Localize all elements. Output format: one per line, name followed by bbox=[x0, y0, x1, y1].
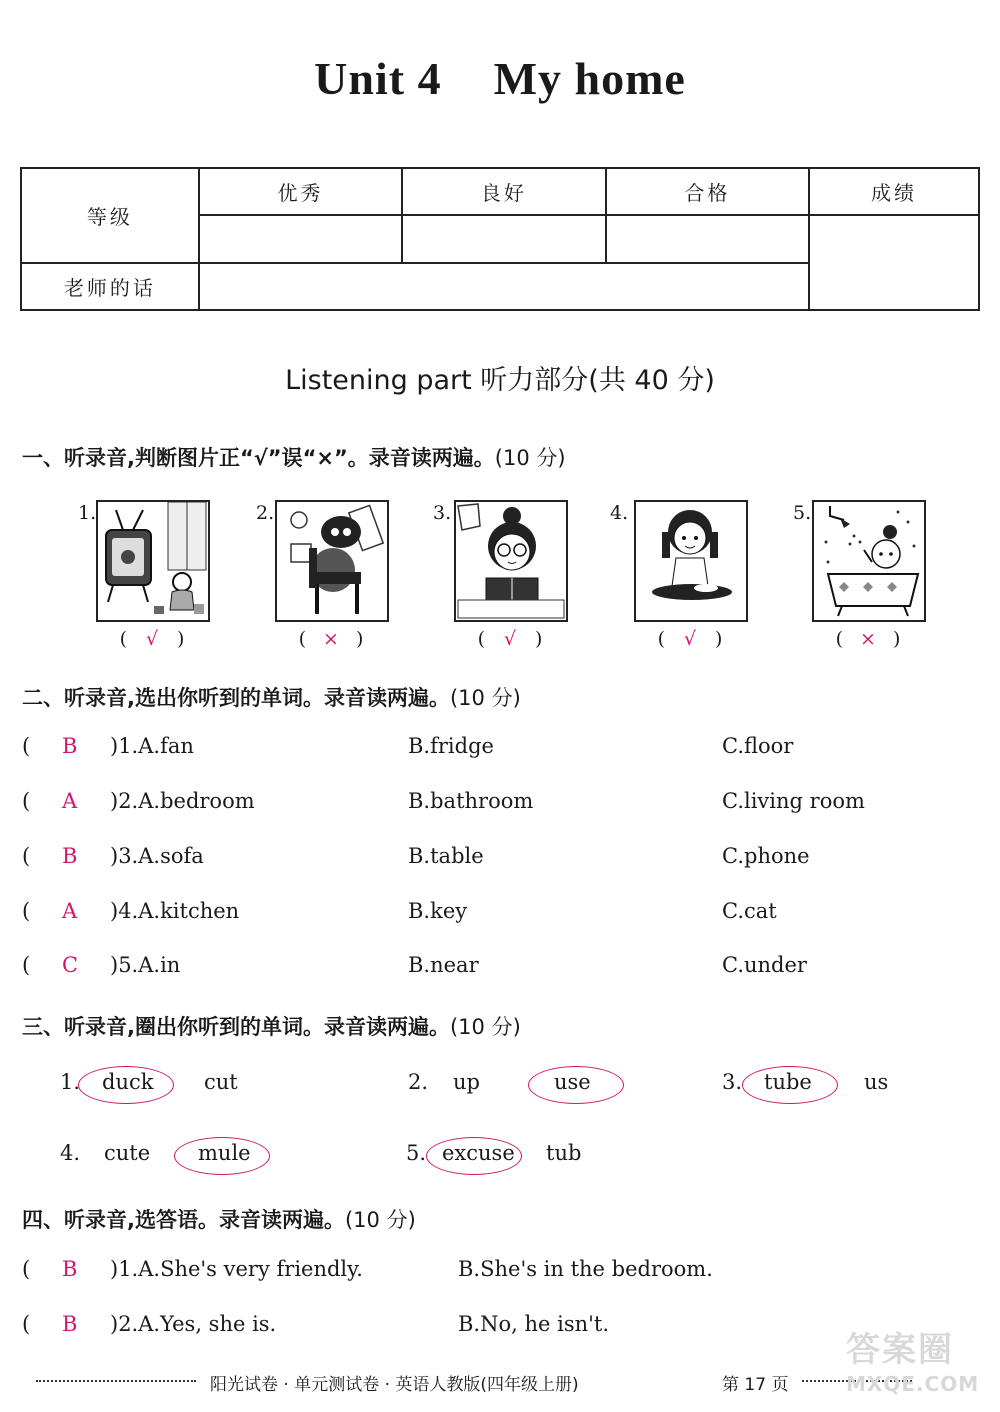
q2-option-a-3: )3.A.sofa bbox=[110, 844, 204, 868]
q3-word-2a: up bbox=[453, 1070, 480, 1094]
q3-num-5: 5. bbox=[406, 1141, 427, 1165]
q2-row-5: ( C )5.A.in B.near C.under bbox=[22, 953, 807, 977]
q4-row-2: ( B )2.A.Yes, she is. B.No, he isn't. bbox=[22, 1312, 610, 1336]
q3-word-1a: duck bbox=[102, 1070, 154, 1094]
q3-heading bbox=[22, 1011, 521, 1041]
q3-num-2: 2. bbox=[408, 1070, 429, 1094]
girl-bathing-icon bbox=[814, 502, 924, 620]
level-label: 等级 bbox=[21, 168, 199, 263]
cell-pass[interactable] bbox=[606, 215, 809, 263]
q4-option-a-2: )2.A.Yes, she is. bbox=[110, 1312, 277, 1336]
q1-num-2: 2. bbox=[256, 502, 275, 524]
q3-word-5b: tub bbox=[546, 1141, 582, 1165]
q1-heading-text: 一、听录音,判断图片正“√”误“×”。录音读两遍。 bbox=[22, 446, 495, 470]
footer-text: 阳光试卷 · 单元测试卷 · 英语人教版(四年级上册) bbox=[210, 1375, 579, 1395]
q1-answer-mark-4: √ bbox=[683, 628, 697, 650]
q2-answer-3: B bbox=[62, 844, 78, 868]
section-title: Listening part 听力部分(共 40 分) bbox=[285, 365, 715, 396]
footer-page: 第 17 页 bbox=[722, 1375, 789, 1395]
q2-answer-5: C bbox=[62, 953, 79, 977]
unit-name: My home bbox=[493, 53, 686, 104]
teacher-comment-cell[interactable] bbox=[199, 263, 809, 310]
q1-answer-1: ( √ ) bbox=[119, 628, 185, 650]
q1-picture-5 bbox=[812, 500, 926, 622]
q2-row-4: ( A )4.A.kitchen B.key C.cat bbox=[22, 899, 777, 923]
q2-answer-2: A bbox=[62, 789, 78, 813]
q3-num-3: 3. bbox=[722, 1070, 743, 1094]
q2-option-c-5: C.under bbox=[722, 953, 807, 977]
q2-heading bbox=[22, 682, 521, 712]
col-good: 良好 bbox=[402, 168, 605, 215]
q3-word-1b: cut bbox=[204, 1070, 238, 1094]
q4-heading bbox=[22, 1204, 416, 1234]
q2-answer-4: A bbox=[62, 899, 78, 923]
cat-on-chair-icon bbox=[277, 502, 387, 620]
q1-answer-5: ( × ) bbox=[835, 628, 901, 650]
q1-heading bbox=[22, 442, 566, 472]
q2-row-1: ( B )1.A.fan B.fridge C.floor bbox=[22, 734, 794, 758]
q2-option-c-3: C.phone bbox=[722, 844, 810, 868]
q2-points: (10 分) bbox=[449, 686, 521, 710]
col-pass: 合格 bbox=[606, 168, 809, 215]
q1-num-3: 3. bbox=[433, 502, 452, 524]
q1-answer-mark-3: √ bbox=[503, 628, 517, 650]
teacher-label: 老师的话 bbox=[21, 263, 199, 310]
q1-answer-2: ( × ) bbox=[298, 628, 364, 650]
q1-answer-mark-2: × bbox=[323, 628, 339, 650]
col-excellent: 优秀 bbox=[199, 168, 402, 215]
q3-word-3a: tube bbox=[764, 1070, 812, 1094]
page-title bbox=[0, 52, 1000, 105]
q3-word-5a: excuse bbox=[442, 1141, 515, 1165]
unit-number: Unit 4 bbox=[314, 53, 442, 104]
q4-row-1: ( B )1.A.She's very friendly. B.She's in the bedroom. bbox=[22, 1257, 713, 1281]
q2-option-b-1: B.fridge bbox=[408, 734, 494, 758]
q3-word-3b: us bbox=[864, 1070, 889, 1094]
q4-option-b-2: B.No, he isn't. bbox=[458, 1312, 610, 1336]
q1-answer-4: ( √ ) bbox=[657, 628, 723, 650]
q2-option-a-4: )4.A.kitchen bbox=[110, 899, 240, 923]
q3-num-1: 1. bbox=[60, 1070, 81, 1094]
cell-excellent[interactable] bbox=[199, 215, 402, 263]
watermark-url: MXQE.COM bbox=[846, 1372, 980, 1396]
q1-picture-1 bbox=[96, 500, 210, 622]
q2-row-3: ( B )3.A.sofa B.table C.phone bbox=[22, 844, 810, 868]
footer-dots-left bbox=[36, 1380, 196, 1382]
q2-option-b-5: B.near bbox=[408, 953, 479, 977]
q2-heading-text: 二、听录音,选出你听到的单词。录音读两遍。 bbox=[22, 686, 450, 710]
score-label: 成绩 bbox=[809, 168, 979, 215]
watermark-text: 答案圈 bbox=[846, 1330, 954, 1370]
q1-num-4: 4. bbox=[610, 502, 629, 524]
q4-points: (10 分) bbox=[344, 1208, 416, 1232]
q3-num-4: 4. bbox=[60, 1141, 81, 1165]
grade-table bbox=[20, 167, 980, 311]
q3-word-4a: cute bbox=[104, 1141, 151, 1165]
q1-answer-3: ( √ ) bbox=[477, 628, 543, 650]
q1-answer-mark-5: × bbox=[860, 628, 876, 650]
tv-icon bbox=[98, 502, 208, 620]
q4-option-b-1: B.She's in the bedroom. bbox=[458, 1257, 713, 1281]
q4-answer-2: B bbox=[62, 1312, 78, 1336]
q1-picture-4 bbox=[634, 500, 748, 622]
q1-num-5: 5. bbox=[793, 502, 812, 524]
girl-reading-icon bbox=[456, 502, 566, 620]
q2-option-b-2: B.bathroom bbox=[408, 789, 534, 813]
q4-heading-text: 四、听录音,选答语。录音读两遍。 bbox=[22, 1208, 345, 1232]
q3-word-2b: use bbox=[554, 1070, 591, 1094]
girl-eating-icon bbox=[636, 502, 746, 620]
q2-option-c-2: C.living room bbox=[722, 789, 865, 813]
q2-option-a-5: )5.A.in bbox=[110, 953, 181, 977]
q3-points: (10 分) bbox=[449, 1015, 521, 1039]
q3-word-4b: mule bbox=[198, 1141, 251, 1165]
q1-picture-2 bbox=[275, 500, 389, 622]
q2-option-b-3: B.table bbox=[408, 844, 484, 868]
q2-row-2: ( A )2.A.bedroom B.bathroom C.living room bbox=[22, 789, 865, 813]
q1-answer-mark-1: √ bbox=[145, 628, 159, 650]
q3-heading-text: 三、听录音,圈出你听到的单词。录音读两遍。 bbox=[22, 1015, 450, 1039]
cell-score[interactable] bbox=[809, 215, 979, 310]
cell-good[interactable] bbox=[402, 215, 605, 263]
q2-option-b-4: B.key bbox=[408, 899, 468, 923]
q2-option-a-2: )2.A.bedroom bbox=[110, 789, 255, 813]
q4-option-a-1: )1.A.She's very friendly. bbox=[110, 1257, 363, 1281]
q2-answer-1: B bbox=[62, 734, 78, 758]
q1-picture-3 bbox=[454, 500, 568, 622]
q1-points: (10 分) bbox=[494, 446, 566, 470]
q2-option-a-1: )1.A.fan bbox=[110, 734, 194, 758]
q2-option-c-1: C.floor bbox=[722, 734, 794, 758]
q4-answer-1: B bbox=[62, 1257, 78, 1281]
q1-num-1: 1. bbox=[78, 502, 97, 524]
q2-option-c-4: C.cat bbox=[722, 899, 777, 923]
